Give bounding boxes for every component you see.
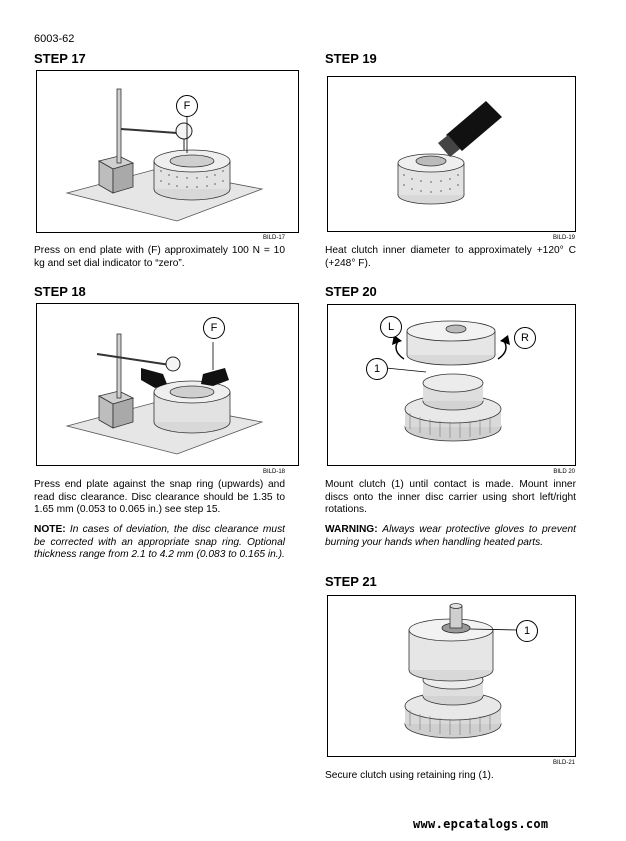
step-21-figure — [327, 595, 576, 757]
warning-text: Always wear protective gloves to prevent burning your hands when handling heated parts. — [325, 524, 576, 548]
callout-1: 1 — [366, 358, 388, 380]
step-17-figure — [36, 70, 299, 233]
step-21-title: STEP 21 — [325, 574, 377, 589]
warning-label: WARNING: — [325, 524, 378, 535]
callout-f: F — [176, 95, 198, 117]
step-20-figure — [327, 304, 576, 466]
note-text: In cases of deviation, the disc clearance must be corrected with an appropriate snap ring. Optional thickness range from 2.1 to 4.2 mm (0.083 to 0.165 in.). — [34, 524, 285, 560]
step-18-note — [34, 524, 285, 562]
callout-l: L — [380, 316, 402, 338]
step-19-figure — [327, 76, 576, 232]
step-21-text: Secure clutch using retaining ring (1). — [325, 770, 494, 781]
step-17-text: Press on end plate with (F) approximately 100 N = 10 kg and set dial indicator to “zero”. — [34, 245, 285, 269]
watermark: www.epcatalogs.com — [413, 817, 549, 831]
step-20-warning — [325, 524, 576, 549]
step-17-title: STEP 17 — [34, 51, 86, 66]
page-number: 6003-62 — [34, 33, 75, 45]
step-17-illustration — [37, 71, 298, 232]
step-20-illustration — [328, 305, 575, 465]
step-21-illustration — [328, 596, 575, 756]
step-21-figure-label: BILD-21 — [552, 760, 575, 766]
step-19-figure-label: BILD-19 — [552, 235, 575, 241]
callout-1: 1 — [516, 620, 538, 642]
callout-f: F — [203, 317, 225, 339]
step-18-illustration — [37, 304, 298, 465]
step-18-figure-label: BILD-18 — [262, 469, 285, 475]
step-20-title: STEP 20 — [325, 284, 377, 299]
step-17-figure-label: BILD-17 — [262, 235, 285, 241]
step-18-title: STEP 18 — [34, 284, 86, 299]
step-20-figure-label: BILD 20 — [553, 469, 575, 475]
step-19-title: STEP 19 — [325, 51, 377, 66]
callout-r: R — [514, 327, 536, 349]
step-19-illustration — [328, 77, 575, 231]
step-19-text: Heat clutch inner diameter to approximately +120° C (+248° F). — [325, 245, 576, 269]
note-label: NOTE: — [34, 524, 66, 535]
step-18-text: Press end plate against the snap ring (upwards) and read disc clearance. Disc clearance should be 1.35 to 1.65 mm (0.053 to 0.065 in.) see step 15. — [34, 479, 285, 515]
step-18-figure — [36, 303, 299, 466]
step-20-text: Mount clutch (1) until contact is made. Mount inner discs onto the inner disc carrier using short left/right rotations. — [325, 479, 576, 515]
